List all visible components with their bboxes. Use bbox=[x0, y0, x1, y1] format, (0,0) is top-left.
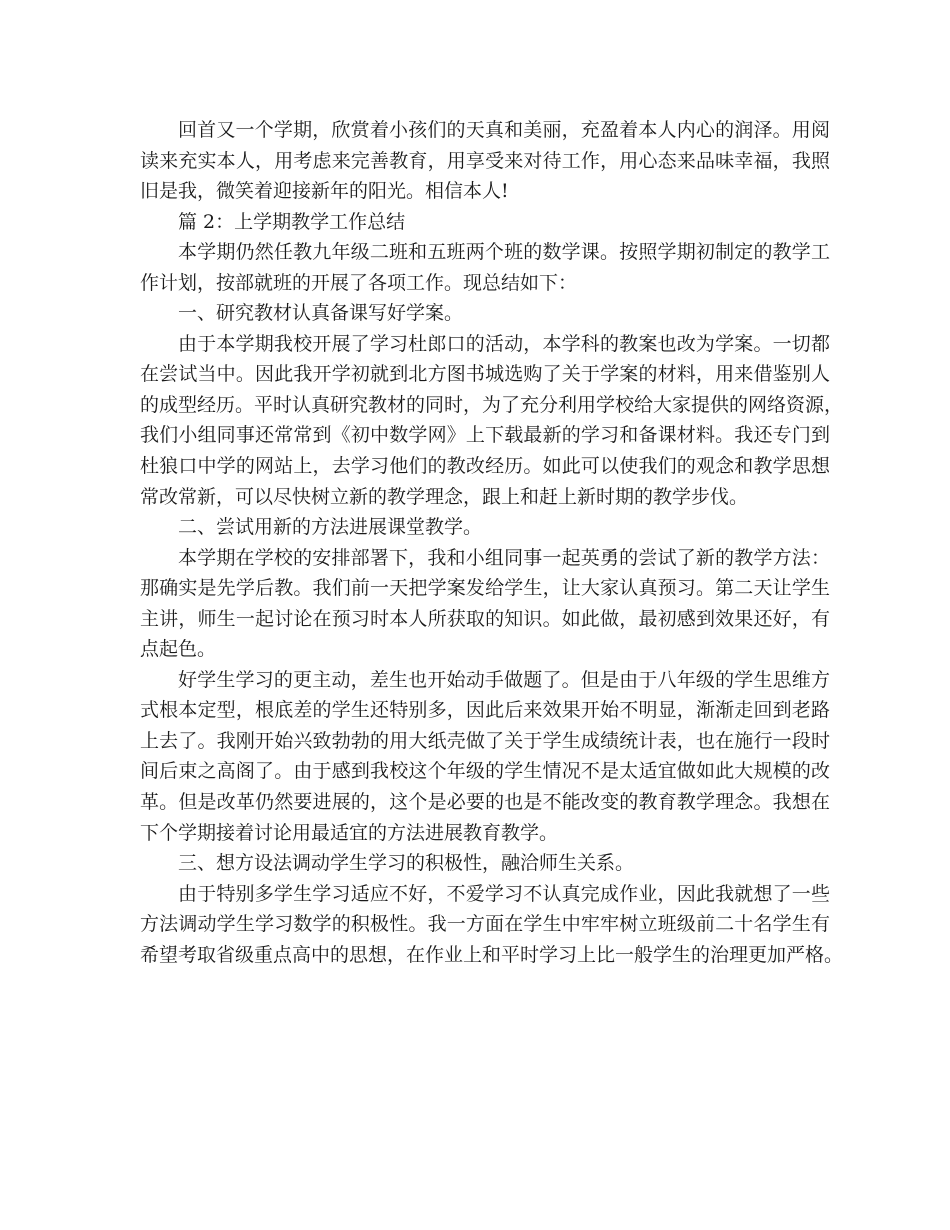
text-line: 旧是我，微笑着迎接新年的阳光。相信本人! bbox=[140, 180, 509, 203]
text-line: 三、想方设法调动学生学习的积极性，融洽师生关系。 bbox=[178, 852, 635, 875]
text-line: 一、研究教材认真备课写好学案。 bbox=[178, 302, 464, 325]
text-line: 间后束之高阁了。由于感到我校这个年级的学生情况不是太适宜做如此大规模的改 bbox=[140, 760, 830, 783]
text-line: 我们小组同事还常常到《初中数学网》上下载最新的学习和备课材料。我还专门到 bbox=[140, 424, 830, 447]
text-line: 在尝试当中。因此我开学初就到北方图书城选购了关于学案的材料，用来借鉴别人 bbox=[140, 363, 830, 386]
text-line: 那确实是先学后教。我们前一天把学案发给学生，让大家认真预习。第二天让学生 bbox=[140, 577, 830, 600]
text-line: 由于特别多学生学习适应不好，不爱学习不认真完成作业，因此我就想了一些 bbox=[178, 882, 830, 905]
text-line: 好学生学习的更主动，差生也开始动手做题了。但是由于八年级的学生思维方 bbox=[178, 668, 830, 691]
text-line: 常改常新，可以尽快树立新的教学理念，跟上和赶上新时期的教学步伐。 bbox=[140, 485, 749, 508]
text-line: 主讲，师生一起讨论在预习时本人所获取的知识。如此做，最初感到效果还好，有 bbox=[140, 607, 830, 630]
text-line: 式根本定型，根底差的学生还特别多，因此后来效果开始不明显，渐渐走回到老路 bbox=[140, 699, 830, 722]
text-line: 读来充实本人，用考虑来完善教育，用享受来对待工作，用心态来品味幸福，我照 bbox=[140, 149, 830, 172]
text-line: 由于本学期我校开展了学习杜郎口的活动，本学科的教案也改为学案。一切都 bbox=[178, 332, 830, 355]
text-line: 下个学期接着讨论用最适宜的方法进展教育教学。 bbox=[140, 821, 559, 844]
text-line: 本学期仍然任教九年级二班和五班两个班的数学课。按照学期初制定的教学工 bbox=[178, 241, 830, 264]
text-line: 点起色。 bbox=[140, 638, 217, 661]
text-line: 作计划，按部就班的开展了各项工作。现总结如下： bbox=[140, 271, 578, 294]
text-line: 的成型经历。平时认真研究教材的同时，为了充分利用学校给大家提供的网络资源， bbox=[140, 393, 844, 416]
document-body bbox=[140, 115, 844, 970]
text-line: 杜狼口中学的网站上，去学习他们的教改经历。如此可以使我们的观念和教学思想 bbox=[140, 455, 830, 478]
text-line: 二、尝试用新的方法进展课堂教学。 bbox=[178, 516, 483, 539]
text-line: 革。但是改革仍然要进展的，这个是必要的也是不能改变的教育教学理念。我想在 bbox=[140, 791, 830, 814]
text-line: 希望考取省级重点高中的思想，在作业上和平时学习上比一般学生的治理更加严格。 bbox=[140, 943, 844, 966]
text-line: 上去了。我刚开始兴致勃勃的用大纸壳做了关于学生成绩统计表，也在施行一段时 bbox=[140, 729, 830, 752]
text-line: 本学期在学校的安排部署下，我和小组同事一起英勇的尝试了新的教学方法： bbox=[178, 546, 830, 569]
text-line: 方法调动学生学习数学的积极性。我一方面在学生中牢牢树立班级前二十名学生有 bbox=[140, 913, 830, 936]
text-line: 回首又一个学期，欣赏着小孩们的天真和美丽，充盈着本人内心的润泽。用阅 bbox=[178, 119, 830, 141]
text-line: 篇 2：上学期教学工作总结 bbox=[178, 210, 406, 233]
